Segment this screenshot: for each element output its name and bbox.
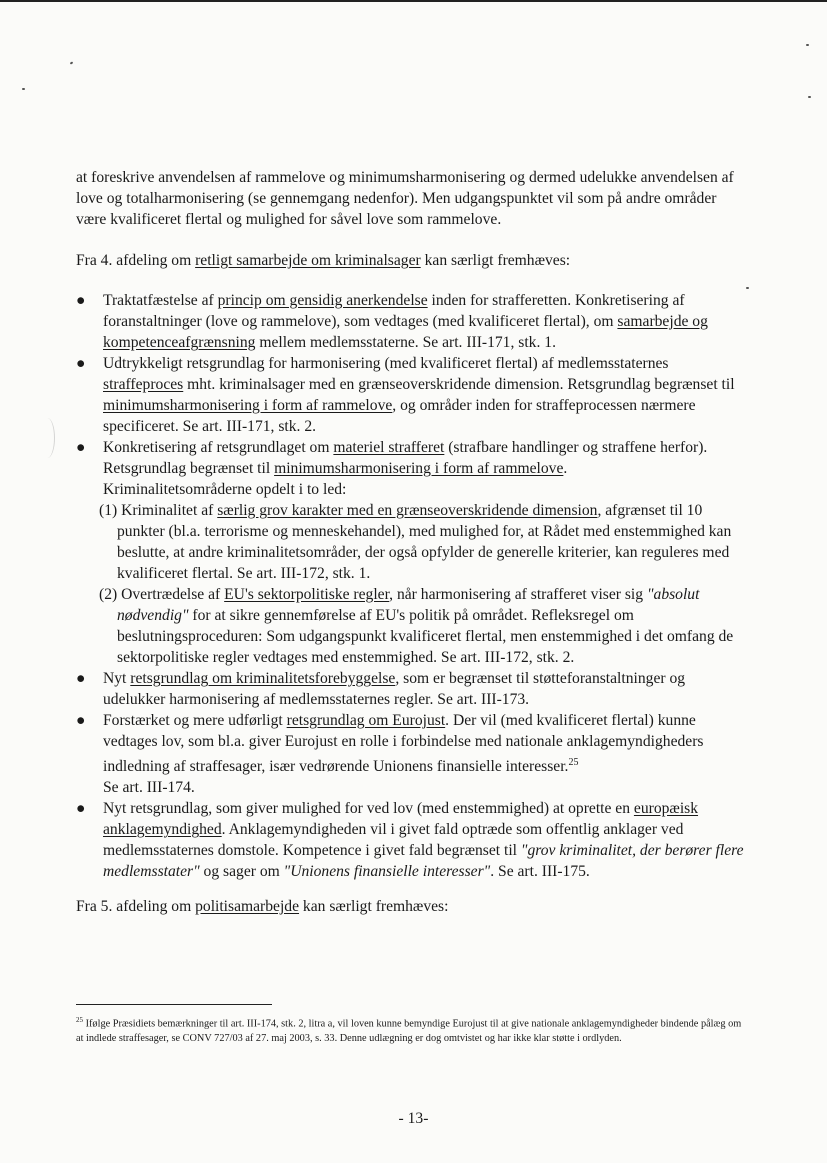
page-number: - 13- xyxy=(398,1110,429,1127)
bullet-list xyxy=(76,290,748,882)
section-4-intro: Fra 4. afdeling om retligt samarbejde om kriminalsager kan særligt fremhæves: xyxy=(76,252,571,269)
section-5-intro: Fra 5. afdeling om politisamarbejde kan særligt fremhæves: xyxy=(76,898,449,915)
bullet-icon: ● xyxy=(76,292,86,309)
bullet-icon: ● xyxy=(76,355,86,372)
footnote-separator xyxy=(76,1004,272,1005)
list-item: ● Nyt retsgrundlag, som giver mulighed for ved lov (med enstemmighed) at oprette en europæisk anklagemyndighed. Anklagemyndigheden vil i givet fald optræde som offentlig anklager ved medlemsstaternes domstole. Kompetence i givet fald begrænset til "grov kriminalitet, der berører flere medlemsstater" og sager om "Unionens finansielle interesser". Se art. III-175. xyxy=(76,800,744,881)
list-item: ● Konkretisering af retsgrundlaget om materiel strafferet (strafbare handlinger og straffene herfor). Retsgrundlag begrænset til minimumsharmonisering i form af rammelove. Kriminalitetsområderne opdelt i to led: (1) Kriminalitet af særlig grov karakter med en grænseoverskridende dimension, afgrænset til 10 punkter (bl.a. terrorisme og menneskehandel), med mulighed for, at Rådet med enstemmighed kan beslutte, at andre kriminalitetsområder, der også opfylder de generelle kriterier, kan reguleres med kvalificeret flertal. Se art. III-172, stk. 1. (2) Overtrædelse af EU's sektorpolitiske regler, når harmonisering af strafferet viser sig "absolut nødvendig" for at sikre gennemførelse af EU's politik på området. Refleksregel om beslutningsproceduren: Som udgangspunkt kvalificeret flertal, men enstemmighed i det omfang de sektorpolitiske regler vedtages med enstemmighed. Se art. III-172, stk. 2. xyxy=(76,437,748,668)
footnote-number: 25 xyxy=(76,1016,83,1024)
scan-top-border xyxy=(0,0,827,2)
sub-list-item: (2) Overtrædelse af EU's sektorpolitiske regler, når harmonisering af strafferet viser sig "absolut nødvendig" for at sikre gennemførelse af EU's politik på området. Refleksregel om beslutningsproceduren: Som udgangspunkt kvalificeret flertal, men enstemmighed i det omfang de sektorpolitiske regler vedtages med enstemmighed. Se art. III-172, stk. 2. xyxy=(99,586,734,666)
scan-speck xyxy=(746,287,749,289)
scan-speck xyxy=(70,61,74,64)
scan-artifact xyxy=(40,418,55,458)
sub-list xyxy=(99,500,748,668)
footnote: $^{25}$ Ifølge Præsidiets bemærkninger til art. III-174, stk. 2, litra a, vil loven kunne bemyndige Eurojust til at give nationale anklagemyndigheder bindende pålæg om at indlede straffesager, se CONV 727/03 af 27. maj 2003, s. 33. Denne udlægning er dog omtvistet og har ikke klar støtte i ordlyden. xyxy=(76,1016,742,1045)
section-4-link: retligt samarbejde om kriminalsager xyxy=(195,252,421,269)
list-item: ● Nyt retsgrundlag om kriminalitetsforebyggelse, som er begrænset til støtteforanstaltninger og udelukker harmonisering af medlemsstaternes regler. Se art. III-173. xyxy=(76,670,686,708)
list-item: ● Forstærket og mere udførligt retsgrundlag om Eurojust. Der vil (med kvalificeret flertal) kunne vedtages lov, som bl.a. giver Eurojust en rolle i forbindelse med nationale anklagemyndigheders indledning af straffesager, især vedrørende Unionens finansielle interesser.$^{25}$ Se art. III-174. xyxy=(76,712,704,797)
scan-speck xyxy=(806,44,809,46)
scan-speck xyxy=(808,96,811,98)
section-5-link: politisamarbejde xyxy=(195,898,300,915)
bullet-icon: ● xyxy=(76,712,86,729)
list-item: ● Traktatfæstelse af princip om gensidig anerkendelse inden for strafferetten. Konkretisering af foranstaltninger (love og rammelove), som vedtages (med kvalificeret flertal), om samarbejde og kompetenceafgrænsning mellem medlemsstaterne. Se art. III-171, stk. 1. xyxy=(76,292,708,351)
list-item: ● Udtrykkeligt retsgrundlag for harmonisering (med kvalificeret flertal) af medlemsstaternes straffeproces mht. kriminalsager med en grænseoverskridende dimension. Retsgrundlag begrænset til minimumsharmonisering i form af rammelove, og områder inden for straffeprocessen nærmere specificeret. Se art. III-171, stk. 2. xyxy=(76,355,735,435)
intro-paragraph: at foreskrive anvendelsen af rammelove og minimumsharmonisering og dermed udelukke anvendelsen af love og totalharmonisering (se gennemgang nedenfor). Men udgangspunktet vil som på andre områder være kvalificeret flertal og mulighed for såvel love som rammelove. xyxy=(76,169,734,228)
bullet-icon: ● xyxy=(76,439,86,456)
bullet-icon: ● xyxy=(76,670,86,687)
bullet-icon: ● xyxy=(76,800,86,818)
scan-speck xyxy=(22,88,25,90)
sub-list-item: (1) Kriminalitet af særlig grov karakter med en grænseoverskridende dimension, afgrænset til 10 punkter (bl.a. terrorisme og menneskehandel), med mulighed for, at Rådet med enstemmighed kan beslutte, at andre kriminalitetsområder, der også opfylder de generelle kriterier, kan reguleres med kvalificeret flertal. Se art. III-172, stk. 1. xyxy=(99,502,732,582)
footnote-reference: 25 xyxy=(568,757,579,768)
